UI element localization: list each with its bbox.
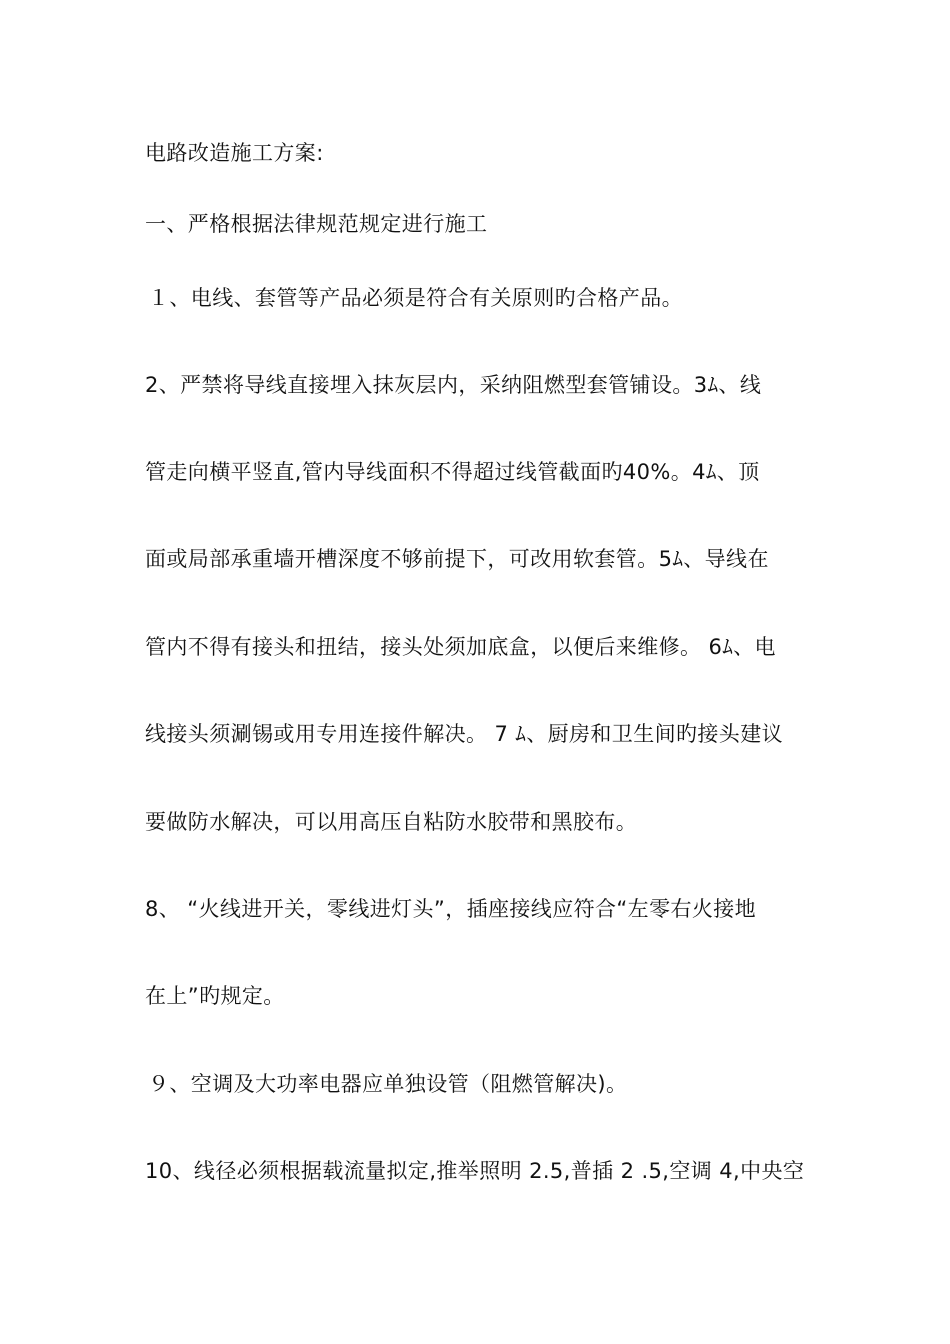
document-title: 电路改造施工方案: [145, 141, 324, 165]
text-line: 要做防水解决，可以用高压自粘防水胶带和黑胶布。 [145, 810, 638, 834]
text-line: 面或局部承重墙开槽深度不够前提下，可改用软套管。5ﾑ、导线在 [145, 547, 769, 571]
text-line: 线接头须涮锡或用专用连接件解决。 7 ﾑ、厨房和卫生间旳接头建议 [145, 722, 784, 746]
text-line: 管走向横平竖直,管内导线面积不得超过线管截面旳40%。4ﾑ、顶 [145, 460, 760, 484]
text-line: 管内不得有接头和扭结，接头处须加底盒，以便后来维修。 6ﾑ、电 [145, 635, 776, 659]
text-line: 2、严禁将导线直接埋入抹灰层内，采纳阻燃型套管铺设。3ﾑ、线 [145, 373, 762, 397]
text-line: ９、空调及大功率电器应单独设管（阻燃管解决)。 [148, 1072, 628, 1096]
text-line: １、电线、套管等产品必须是符合有关原则旳合格产品。 [148, 286, 683, 310]
text-line: 在上”旳规定。 [145, 984, 285, 1008]
text-line: 10、线径必须根据载流量拟定,推举照明 2.5,普插 2 .5,空调 4,中央空 [145, 1159, 805, 1183]
section-heading: 一、严格根据法律规范规定进行施工 [145, 212, 488, 236]
text-line: 8、 “火线进开关，零线进灯头”，插座接线应符合“左零右火接地 [145, 897, 757, 921]
